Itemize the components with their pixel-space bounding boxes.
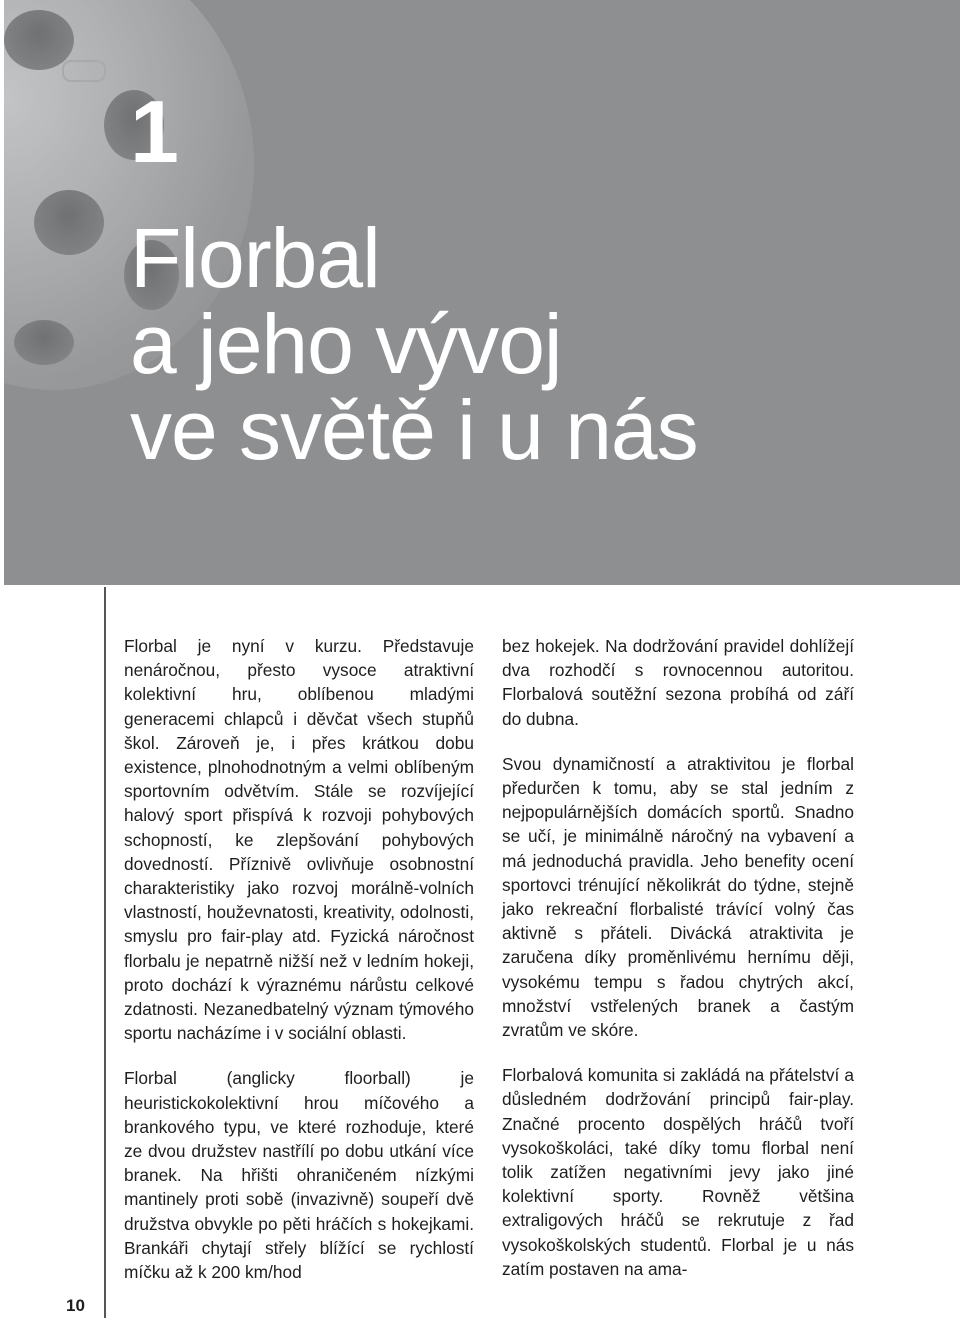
chapter-title [130, 211, 698, 477]
paragraph: Florbalová komunita si zakládá na přátelství a důsledném dodržování principů fair-play. Značné procento dospělých hráčů tvoří vysokoškoláci, také díky tomu florbal není tolik zatížen negativními jevy jako jiné kolektivní sporty. Rovněž většina extraligových hráčů se rekrutuje z řad vysokoškolských studentů. Florbal je u nás zatím postaven na ama- [502, 1065, 854, 1279]
left-column [124, 634, 474, 1305]
paragraph: Florbal je nyní v kurzu. Představuje nenáročnou, přesto vysoce atraktivní kolektivní hru, oblíbenou mladými generacemi chlapců i děvčat všech stupňů škol. Zároveň je, i přes krátkou dobu existence, plnohodnotným a velmi oblíbeným sportovním odvětvím. Stále se rozvíjející halový sport přispívá k rozvoji pohybových schopností, ke zlepšování pohybových dovedností. Příznivě ovlivňuje osobnostní charakteristiky jako rozvoj morálně-volních vlastností, houževnatosti, kreativity, odolnosti, smyslu pro fair-play atd. Fyzická náročnost florbalu je nepatrně nižší než v ledním hokeji, proto dochází k výraznému nárůstu celkové zdatnosti. Nezanedbatelný význam týmového sportu nacházíme i v sociální oblasti. [124, 636, 474, 1044]
chapter-title-line: ve světě i u nás [130, 383, 698, 477]
page-number: 10 [66, 1296, 85, 1315]
chapter-number: 1 [130, 82, 179, 181]
ball-hole [14, 320, 74, 365]
ball-hole [4, 10, 74, 70]
chapter-title-line: a jeho vývoj [130, 297, 562, 391]
right-column [502, 634, 852, 1302]
chapter-title-line: Florbal [130, 211, 380, 305]
ball-hole [34, 190, 104, 255]
paragraph: bez hokejek. Na dodržování pravidel dohlížejí dva rozhodčí s rovnocennou autoritou. Florbalová soutěžní sezona probíhá od září do dubna. [502, 636, 854, 729]
ball-logo [62, 60, 106, 82]
chapter-header [4, 0, 960, 585]
margin-rule [104, 587, 106, 1318]
paragraph: Florbal (anglicky floorball) je heuristickokolektivní hrou míčového a brankového typu, ve které rozhoduje, které ze dvou družstev nastřílí po dobu utkání více branek. Na hřišti ohraničeném nízkými mantinely proti sobě (invazivně) soupeří dvě družstva obvykle po pěti hráčích s hokejkami. Brankáři chytají střely blížící se rychlostí míčku až k 200 km/hod [124, 1068, 474, 1283]
paragraph: Svou dynamičností a atraktivitou je florbal předurčen k tomu, aby se stal jedním z nejpopulárnějších domácích sportů. Snadno se učí, je minimálně náročný na vybavení a má jednoduchá pravidla. Jeho benefity ocení sportovci trénující několikrát do týdne, stejně jako rekreační florbalisté trávící volný čas aktivně s přáteli. Divácká atraktivita je zaručena díky proměnlivému hernímu ději, vysokému tempu s řadou chytrých akcí, množství vstřelených branek a častým zvratům ve skóre. [502, 753, 854, 1041]
